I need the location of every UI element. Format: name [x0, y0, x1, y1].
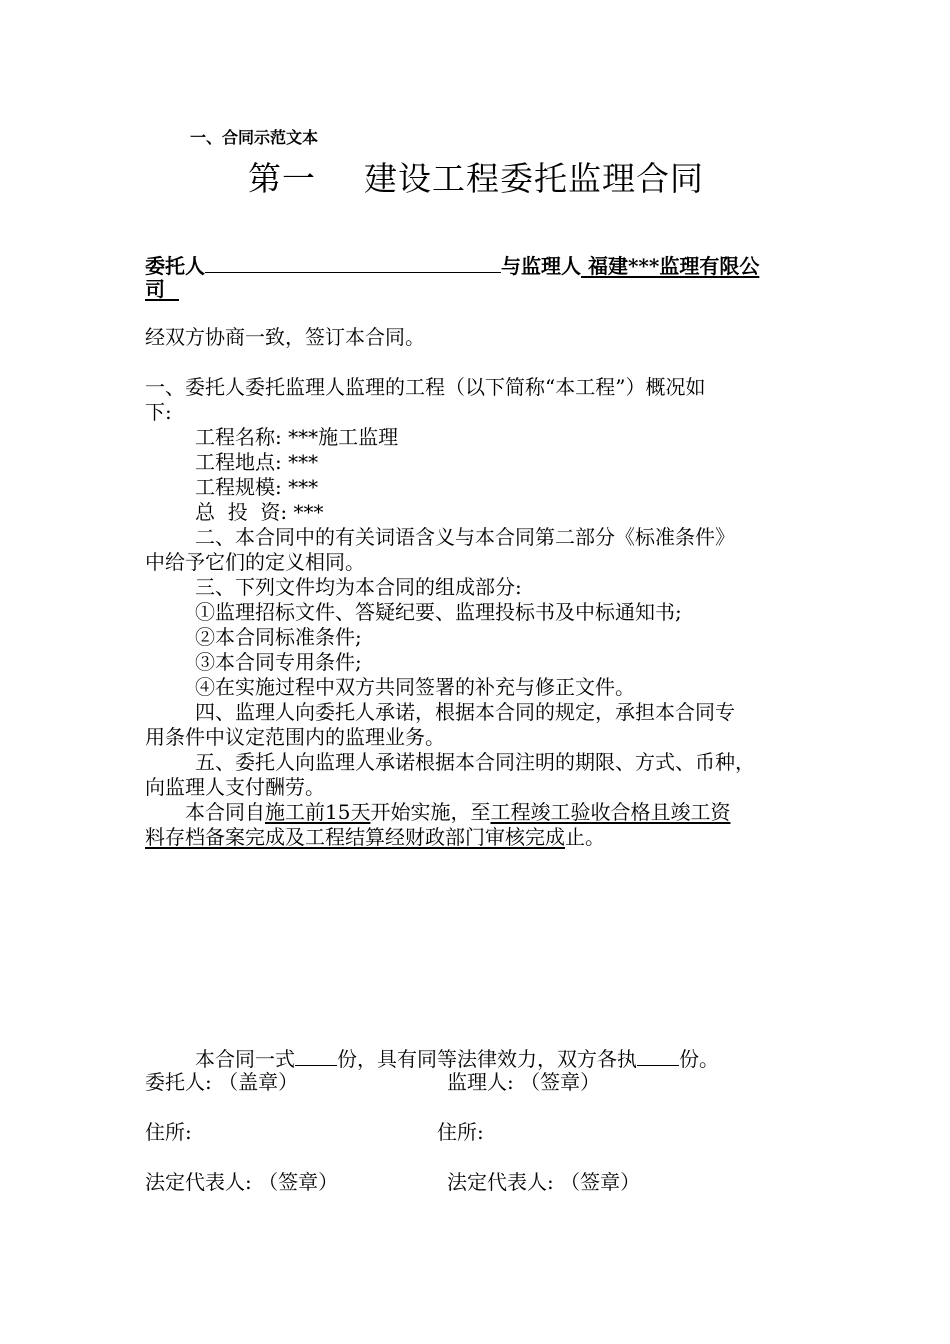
clause-5-line-2: 向监理人支付酬劳。 [145, 775, 325, 799]
copies-suffix: 份。 [679, 1047, 719, 1071]
term-mid: 开始实施， [370, 800, 471, 824]
project-investment: 总 投 资: *** [195, 500, 324, 524]
clause-5-line-1: 五、委托人向监理人承诺根据本合同注明的期限、方式、币种， [195, 750, 755, 774]
supervisor-legal-rep: 法定代表人: （签章） [447, 1170, 641, 1194]
copies-each-blank [637, 1045, 679, 1066]
contract-title [248, 153, 704, 200]
client-address: 住所: [145, 1120, 192, 1144]
project-scale: 工程规模: *** [195, 475, 319, 499]
clause-4-line-2: 用条件中议定范围内的监理业务。 [145, 725, 445, 749]
supervisor-address: 住所: [437, 1120, 484, 1144]
copies-mid: 份，具有同等法律效力，双方各执 [337, 1047, 637, 1071]
term-end-part-1: 工程竣工验收合格且竣工资 [490, 800, 731, 824]
client-legal-rep: 法定代表人: （签章） [145, 1170, 339, 1194]
supervisor-name-cont: 司 [145, 277, 165, 301]
section-heading: 一、合同示范文本 [190, 128, 319, 147]
client-seal: 委托人: （盖章） [145, 1070, 299, 1094]
clause-2-line-2: 中给予它们的定义相同。 [145, 550, 365, 574]
clause-3-line-1: 三、下列文件均为本合同的组成部分: [195, 575, 522, 599]
clause-1-line-2: 下: [145, 400, 172, 424]
parties-line-2 [145, 277, 179, 302]
term-end-part-2: 料存档备案完成及工程结算经财政部门审核完成 [145, 825, 565, 849]
copies-total-blank [295, 1045, 337, 1066]
term-line-1 [185, 800, 730, 825]
copies-prefix: 本合同一式 [195, 1047, 295, 1071]
supervisor-seal: 监理人: （签章） [447, 1070, 601, 1094]
term-line-2 [145, 825, 605, 850]
supervisor-name: 福建***监理有限公 [587, 254, 760, 278]
term-to: 至 [470, 800, 491, 824]
supervisor-label: 与监理人 [501, 254, 581, 278]
project-name: 工程名称: ***施工监理 [195, 425, 399, 449]
document-item-4: ④在实施过程中双方共同签署的补充与修正文件。 [195, 675, 635, 699]
document-item-3: ③本合同专用条件; [195, 650, 362, 674]
intro-text: 经双方协商一致，签订本合同。 [145, 325, 425, 349]
client-label: 委托人 [145, 254, 205, 278]
parties-line [145, 252, 759, 279]
term-start: 施工前15天 [265, 800, 371, 824]
term-prefix: 本合同自 [185, 800, 265, 824]
title-text: 建设工程委托监理合同 [364, 159, 704, 198]
term-suffix: 止。 [565, 825, 605, 849]
project-location: 工程地点: *** [195, 450, 319, 474]
client-name-blank [205, 252, 501, 273]
clause-4-line-1: 四、监理人向委托人承诺，根据本合同的规定，承担本合同专 [195, 700, 735, 724]
clause-1-line-1: 一、委托人委托监理人监理的工程（以下简称“本工程”）概况如 [145, 375, 706, 399]
title-part-number: 第一 [248, 159, 316, 198]
copies-line [195, 1045, 719, 1072]
clause-2-line-1: 二、本合同中的有关词语含义与本合同第二部分《标准条件》 [195, 525, 735, 549]
document-item-1: ①监理招标文件、答疑纪要、监理投标书及中标通知书; [195, 600, 682, 624]
document-item-2: ②本合同标准条件; [195, 625, 362, 649]
